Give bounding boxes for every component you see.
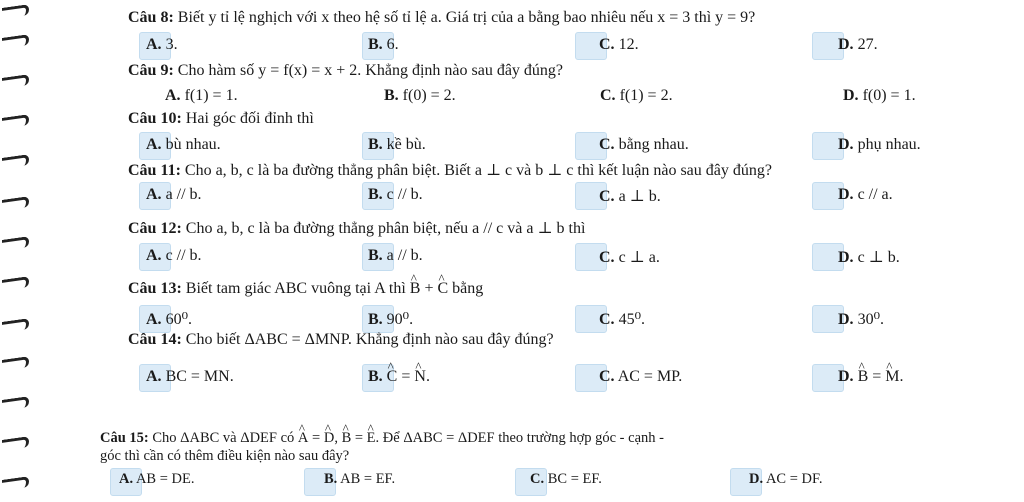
option-8a[interactable]: A. 3. [146,36,178,53]
angle-c: ^ C [437,280,448,298]
spiral-ring [2,34,30,48]
option-9a[interactable]: A. f(1) = 1. [165,87,238,104]
question-10: Câu 10: Hai góc đối đỉnh thì [128,110,314,127]
spiral-ring [2,396,30,410]
spiral-ring [2,318,30,332]
question-13: Câu 13: Biết tam giác ABC vuông tại A thì ^ B + ^ C bằng [128,280,483,298]
spiral-ring [2,196,30,210]
spiral-ring [2,74,30,88]
option-8d[interactable]: D. 27. [838,36,878,53]
option-11a[interactable]: A. a // b. [146,186,202,203]
option-14a[interactable]: A. BC = MN. [146,368,234,385]
option-12b[interactable]: B. a // b. [368,247,423,264]
spiral-ring [2,4,30,18]
option-12a[interactable]: A. c // b. [146,247,202,264]
angle-b: ^ B [410,280,421,298]
option-9d[interactable]: D. f(0) = 1. [843,87,916,104]
question-15-line2: góc thì cần có thêm điều kiện nào sau đây? [100,448,350,464]
option-10d[interactable]: D. phụ nhau. [838,136,921,153]
option-8b[interactable]: B. 6. [368,36,399,53]
notebook-spiral [0,0,40,502]
spiral-ring [2,476,30,490]
option-15d[interactable]: D. AC = DF. [749,471,823,487]
option-13b[interactable]: B. 90⁰. [368,311,414,328]
spiral-ring [2,114,30,128]
option-14d[interactable]: D. ^ B = ^ M. [838,368,904,386]
spiral-ring [2,276,30,290]
option-10c[interactable]: C. bằng nhau. [599,136,689,153]
option-14b[interactable]: B. ^ C = ^ N. [368,368,430,386]
option-9b[interactable]: B. f(0) = 2. [384,87,456,104]
question-12: Câu 12: Cho a, b, c là ba đường thẳng phân biệt, nếu a // c và a ⊥ b thì [128,220,586,237]
option-11d[interactable]: D. c // a. [838,186,893,203]
question-11: Câu 11: Cho a, b, c là ba đường thẳng phân biệt. Biết a ⊥ c và b ⊥ c thì kết luận nào sau đây đúng? [128,162,772,179]
spiral-ring [2,236,30,250]
question-15: Câu 15: Cho ΔABC và ΔDEF có ^ A = ^ D, ^ B = ^ E. Để ΔABC = ΔDEF theo trường hợp góc - cạnh - [100,430,664,447]
option-11c[interactable]: C. a ⊥ b. [599,188,661,205]
question-8: Câu 8: Biết y tỉ lệ nghịch với x theo hệ số tỉ lệ a. Giá trị của a bằng bao nhiêu nếu x = 3 thì y = 9? [128,9,756,26]
option-10b[interactable]: B. kề bù. [368,136,426,153]
option-15c[interactable]: C. BC = EF. [530,471,602,487]
question-14: Câu 14: Cho biết ΔABC = ΔMNP. Khẳng định nào sau đây đúng? [128,331,554,348]
option-13c[interactable]: C. 45⁰. [599,311,645,328]
option-8c[interactable]: C. 12. [599,36,639,53]
spiral-ring [2,356,30,370]
option-12d[interactable]: D. c ⊥ b. [838,249,900,266]
option-15a[interactable]: A. AB = DE. [119,471,195,487]
option-15b[interactable]: B. AB = EF. [324,471,396,487]
option-12c[interactable]: C. c ⊥ a. [599,249,660,266]
option-13d[interactable]: D. 30⁰. [838,311,884,328]
question-9: Câu 9: Cho hàm số y = f(x) = x + 2. Khẳng định nào sau đây đúng? [128,62,564,79]
option-10a[interactable]: A. bù nhau. [146,136,221,153]
option-14c[interactable]: C. AC = MP. [599,368,683,385]
spiral-ring [2,154,30,168]
spiral-ring [2,436,30,450]
option-11b[interactable]: B. c // b. [368,186,423,203]
option-9c[interactable]: C. f(1) = 2. [600,87,673,104]
option-13a[interactable]: A. 60⁰. [146,311,192,328]
